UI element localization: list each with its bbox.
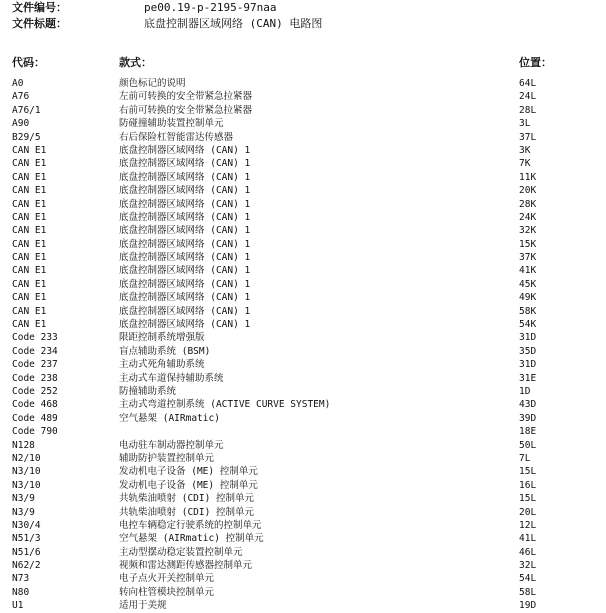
list-item <box>0 157 606 170</box>
code-cell: CAN E1 <box>12 198 47 210</box>
list-item <box>0 345 606 358</box>
position-cell: 41L <box>519 533 537 545</box>
position-cell: 15K <box>519 238 537 250</box>
doc-number-label: 文件编号： <box>12 1 67 14</box>
description-cell: 右后保险杠智能雷达传感器 <box>119 131 234 143</box>
list-item <box>0 171 606 184</box>
code-cell: CAN E1 <box>12 292 47 304</box>
list-item <box>0 412 606 425</box>
list-item <box>0 465 606 478</box>
position-cell: 46L <box>519 546 537 558</box>
description-cell: 底盘控制器区域网络 (CAN) 1 <box>119 305 251 317</box>
list-item <box>0 144 606 157</box>
code-cell: Code 489 <box>12 412 58 424</box>
description-cell: 限距控制系统增强版 <box>119 332 205 344</box>
position-cell: 24K <box>519 211 537 223</box>
position-cell: 39D <box>519 412 537 424</box>
description-cell: 电控车辆稳定行驶系统的控制单元 <box>119 519 262 531</box>
code-cell: CAN E1 <box>12 211 47 223</box>
code-cell: CAN E1 <box>12 158 47 170</box>
description-cell: 发动机电子设备 (ME) 控制单元 <box>119 466 258 478</box>
code-cell: CAN E1 <box>12 238 47 250</box>
code-cell: CAN E1 <box>12 171 47 183</box>
description-cell: 底盘控制器区域网络 (CAN) 1 <box>119 278 251 290</box>
position-cell: 31E <box>519 372 537 384</box>
position-cell: 3K <box>519 144 531 156</box>
list-item <box>0 211 606 224</box>
position-cell: 58L <box>519 586 537 598</box>
code-cell: Code 468 <box>12 399 58 411</box>
description-cell: 辅助防护装置控制单元 <box>119 452 215 464</box>
code-cell: N2/10 <box>12 452 41 464</box>
code-cell: A76/1 <box>12 104 41 116</box>
description-cell: 共轨柴油喷射 (CDI) 控制单元 <box>119 493 255 505</box>
position-cell: 3L <box>519 118 531 130</box>
position-cell: 12L <box>519 519 537 531</box>
description-cell: 主动式车道保持辅助系统 <box>119 372 224 384</box>
position-cell: 7K <box>519 158 531 170</box>
code-cell: N51/3 <box>12 533 41 545</box>
list-item <box>0 492 606 505</box>
description-cell: 底盘控制器区域网络 (CAN) 1 <box>119 238 251 250</box>
position-cell: 49K <box>519 292 537 304</box>
list-item <box>0 264 606 277</box>
list-item <box>0 318 606 331</box>
list-item <box>0 572 606 585</box>
list-item <box>0 224 606 237</box>
list-item <box>0 425 606 438</box>
position-cell: 32K <box>519 225 537 237</box>
list-item <box>0 559 606 572</box>
description-cell: 颜色标记的说明 <box>119 78 186 89</box>
code-cell: A90 <box>12 118 30 130</box>
code-cell: CAN E1 <box>12 319 47 331</box>
list-item <box>0 439 606 452</box>
code-cell: CAN E1 <box>12 265 47 277</box>
description-cell: 底盘控制器区域网络 (CAN) 1 <box>119 211 251 223</box>
description-cell: 底盘控制器区域网络 (CAN) 1 <box>119 158 251 170</box>
list-item <box>0 479 606 492</box>
position-cell: 1D <box>519 385 531 397</box>
position-cell: 54L <box>519 573 537 585</box>
description-cell: 底盘控制器区域网络 (CAN) 1 <box>119 171 251 183</box>
code-cell: Code 234 <box>12 345 58 357</box>
description-cell: 底盘控制器区域网络 (CAN) 1 <box>119 144 251 156</box>
list-item <box>0 331 606 344</box>
code-cell: N128 <box>12 439 35 451</box>
list-item <box>0 117 606 130</box>
doc-title-label: 文件标题： <box>12 17 67 30</box>
code-cell: Code 237 <box>12 359 58 371</box>
list-item <box>0 519 606 532</box>
code-cell: CAN E1 <box>12 144 47 156</box>
code-cell: CAN E1 <box>12 305 47 317</box>
list-item <box>0 90 606 103</box>
position-cell: 18E <box>519 426 537 438</box>
list-item <box>0 385 606 398</box>
list-item <box>0 184 606 197</box>
list-item <box>0 198 606 211</box>
description-cell: 主动型摆动稳定装置控制单元 <box>119 546 243 558</box>
position-cell: 11K <box>519 171 537 183</box>
component-list <box>0 77 606 613</box>
position-cell: 16L <box>519 479 537 491</box>
list-item <box>0 251 606 264</box>
description-cell: 底盘控制器区域网络 (CAN) 1 <box>119 319 251 331</box>
description-cell: 空气悬架 (AIRmatic) <box>119 412 220 424</box>
description-cell: 适用于美规 <box>119 600 167 612</box>
description-cell: 左前可转换的安全带紧急拉紧器 <box>119 91 253 103</box>
code-cell: A0 <box>12 78 24 89</box>
code-cell: CAN E1 <box>12 185 47 197</box>
description-cell: 底盘控制器区域网络 (CAN) 1 <box>119 185 251 197</box>
position-cell: 45K <box>519 278 537 290</box>
code-cell: N3/10 <box>12 466 41 478</box>
code-cell: A76 <box>12 91 30 103</box>
doc-number-value: pe00.19-p-2195-97naa <box>144 1 277 14</box>
code-cell: Code 238 <box>12 372 58 384</box>
description-cell: 主动式弯道控制系统 (ACTIVE CURVE SYSTEM) <box>119 399 331 411</box>
list-item <box>0 372 606 385</box>
list-item <box>0 398 606 411</box>
list-item <box>0 77 606 90</box>
position-cell: 58K <box>519 305 537 317</box>
description-cell: 防撞辅助系统 <box>119 385 177 397</box>
list-item <box>0 131 606 144</box>
position-cell: 31D <box>519 359 537 371</box>
list-item <box>0 104 606 117</box>
doc-title-value: 底盘控制器区域网络 (CAN) 电路图 <box>144 17 323 30</box>
list-item <box>0 586 606 599</box>
column-header-description: 款式： <box>119 56 152 69</box>
description-cell: 共轨柴油喷射 (CDI) 控制单元 <box>119 506 255 518</box>
position-cell: 15L <box>519 466 537 478</box>
description-cell: 底盘控制器区域网络 (CAN) 1 <box>119 292 251 304</box>
description-cell: 视频和雷达测距传感器控制单元 <box>119 560 253 572</box>
position-cell: 32L <box>519 560 537 572</box>
description-cell: 主动式死角辅助系统 <box>119 359 205 371</box>
position-cell: 43D <box>519 399 537 411</box>
code-cell: CAN E1 <box>12 252 47 264</box>
description-cell: 底盘控制器区域网络 (CAN) 1 <box>119 265 251 277</box>
position-cell: 19D <box>519 600 537 612</box>
position-cell: 20K <box>519 185 537 197</box>
code-cell: Code 252 <box>12 385 58 397</box>
description-cell: 右前可转换的安全带紧急拉紧器 <box>119 104 253 116</box>
description-cell: 防碰撞辅助装置控制单元 <box>119 118 224 130</box>
position-cell: 64L <box>519 78 537 89</box>
column-header-position: 位置： <box>519 56 552 69</box>
list-item <box>0 278 606 291</box>
description-cell: 发动机电子设备 (ME) 控制单元 <box>119 479 258 491</box>
list-item <box>0 532 606 545</box>
position-cell: 37L <box>519 131 537 143</box>
list-item <box>0 546 606 559</box>
code-cell: N3/9 <box>12 493 35 505</box>
code-cell: N30/4 <box>12 519 41 531</box>
position-cell: 15L <box>519 493 537 505</box>
position-cell: 20L <box>519 506 537 518</box>
list-item <box>0 305 606 318</box>
description-cell: 底盘控制器区域网络 (CAN) 1 <box>119 198 251 210</box>
list-item <box>0 291 606 304</box>
description-cell: 电子点火开关控制单元 <box>119 573 215 585</box>
position-cell: 37K <box>519 252 537 264</box>
code-cell: N73 <box>12 573 30 585</box>
code-cell: N62/2 <box>12 560 41 572</box>
code-cell: N3/9 <box>12 506 35 518</box>
position-cell: 28L <box>519 104 537 116</box>
description-cell: 电动驻车制动器控制单元 <box>119 439 224 451</box>
position-cell: 50L <box>519 439 537 451</box>
description-cell: 空气悬架 (AIRmatic) 控制单元 <box>119 533 264 545</box>
code-cell: N51/6 <box>12 546 41 558</box>
description-cell: 底盘控制器区域网络 (CAN) 1 <box>119 225 251 237</box>
position-cell: 28K <box>519 198 537 210</box>
code-cell: CAN E1 <box>12 225 47 237</box>
code-cell: Code 233 <box>12 332 58 344</box>
list-item <box>0 506 606 519</box>
position-cell: 54K <box>519 319 537 331</box>
code-cell: N80 <box>12 586 30 598</box>
position-cell: 24L <box>519 91 537 103</box>
position-cell: 31D <box>519 332 537 344</box>
description-cell: 转向柱管模块控制单元 <box>119 586 215 598</box>
description-cell: 底盘控制器区域网络 (CAN) 1 <box>119 252 251 264</box>
list-item <box>0 452 606 465</box>
description-cell: 盲点辅助系统 (BSM) <box>119 345 211 357</box>
code-cell: Code 790 <box>12 426 58 438</box>
column-header-code: 代码： <box>12 56 45 69</box>
code-cell: CAN E1 <box>12 278 47 290</box>
code-cell: U1 <box>12 600 24 612</box>
position-cell: 7L <box>519 452 531 464</box>
list-item <box>0 358 606 371</box>
code-cell: N3/10 <box>12 479 41 491</box>
list-item <box>0 238 606 251</box>
position-cell: 41K <box>519 265 537 277</box>
code-cell: B29/5 <box>12 131 41 143</box>
position-cell: 35D <box>519 345 537 357</box>
